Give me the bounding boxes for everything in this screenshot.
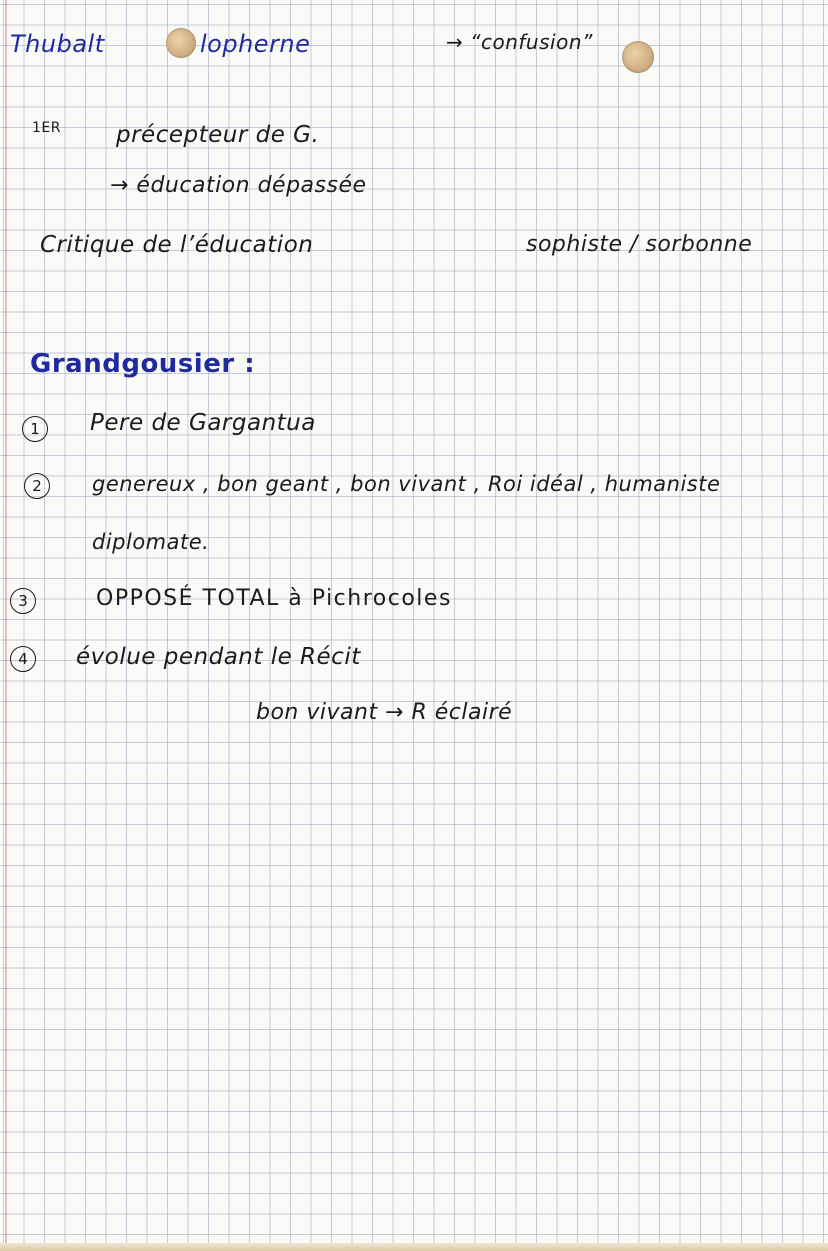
list-item-text-2: genereux , bon geant , bon vivant , Roi idéal , humaniste — [92, 472, 721, 496]
header-name-left: Thubalt — [10, 30, 105, 58]
punch-hole-left — [166, 28, 196, 58]
item-number-3: 3 — [10, 588, 36, 614]
page-bottom-edge — [0, 1243, 828, 1251]
list-item-text-2-cont: diplomate. — [92, 530, 210, 554]
section-heading: Grandgousier : — [30, 349, 256, 379]
note-line-critique: Critique de l’éducation — [40, 232, 314, 258]
note-line-sophiste: sophiste / sorbonne — [526, 232, 753, 257]
note-line-preceptor: précepteur de G. — [116, 122, 320, 148]
list-item-text-3: OPPOSÉ TOTAL à Pichrocoles — [96, 586, 452, 611]
item-number-4: 4 — [10, 646, 36, 672]
note-first-marker: 1ER — [32, 120, 61, 136]
list-item-text-4-cont: bon vivant → R éclairé — [256, 700, 513, 725]
list-item-text-1: Pere de Gargantua — [90, 410, 316, 436]
header-confusion: → “confusion” — [446, 30, 593, 54]
header-name-right: lopherne — [200, 30, 311, 58]
list-item-text-4: évolue pendant le Récit — [76, 644, 361, 670]
item-number-1: 1 — [22, 416, 48, 442]
item-number-2: 2 — [24, 473, 50, 499]
note-line-education: → éducation dépassée — [110, 173, 367, 198]
punch-hole-right — [622, 41, 654, 73]
